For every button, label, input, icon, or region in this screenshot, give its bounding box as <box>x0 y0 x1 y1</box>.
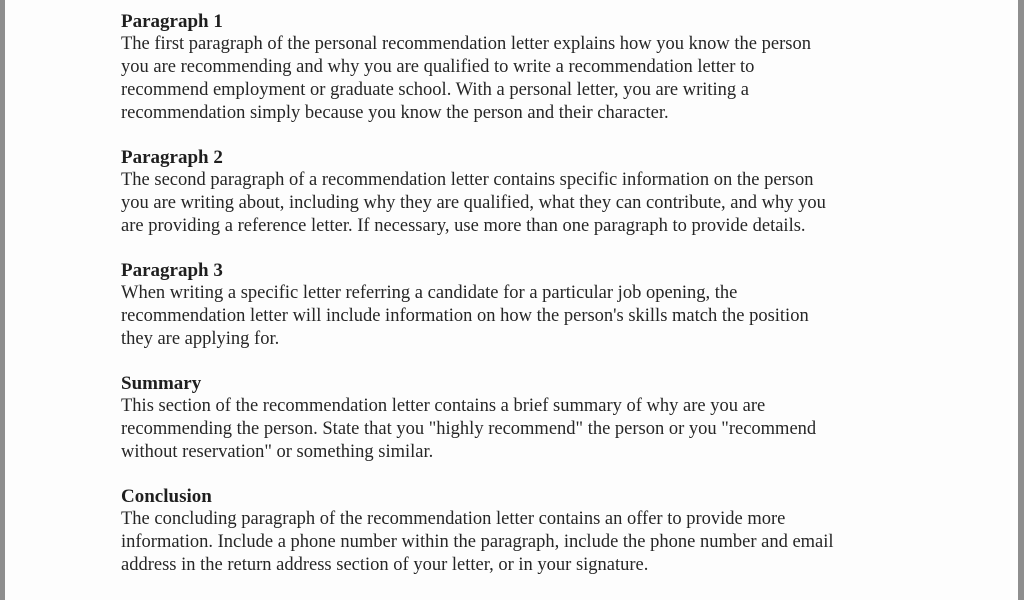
section-body <box>121 282 921 351</box>
page-border-left <box>0 0 5 600</box>
section-heading: Paragraph 1 <box>121 11 223 32</box>
section-heading: Summary <box>121 373 202 394</box>
section-paragraph-3 <box>121 259 921 351</box>
text-line: recommendation simply because you know the person and their character. <box>121 103 669 123</box>
text-line: This section of the recommendation letter contains a brief summary of why are you are <box>121 396 766 416</box>
section-summary <box>121 372 921 464</box>
section-paragraph-2 <box>121 146 921 238</box>
text-line: recommending the person. State that you "highly recommend" the person or you "recommend <box>121 419 817 439</box>
text-line: are providing a reference letter. If necessary, use more than one paragraph to provide details. <box>121 216 806 236</box>
text-line: information. Include a phone number within the paragraph, include the phone number and email <box>121 532 834 552</box>
section-body <box>121 169 921 238</box>
document-content <box>121 10 921 598</box>
text-line: recommendation letter will include information on how the person's skills match the position <box>121 306 809 326</box>
section-heading: Paragraph 2 <box>121 147 223 168</box>
text-line: without reservation" or something similar. <box>121 442 434 462</box>
text-line: When writing a specific letter referring a candidate for a particular job opening, the <box>121 283 738 303</box>
section-body <box>121 33 921 125</box>
section-body <box>121 395 921 464</box>
text-line: The concluding paragraph of the recommendation letter contains an offer to provide more <box>121 509 786 529</box>
page-border-right <box>1018 0 1024 600</box>
text-line: address in the return address section of your letter, or in your signature. <box>121 555 649 575</box>
section-body <box>121 508 921 577</box>
section-heading: Paragraph 3 <box>121 260 223 281</box>
section-paragraph-1 <box>121 10 921 125</box>
text-line: you are recommending and why you are qualified to write a recommendation letter to <box>121 57 755 77</box>
text-line: you are writing about, including why they are qualified, what they can contribute, and why you <box>121 193 826 213</box>
text-line: recommend employment or graduate school. With a personal letter, you are writing a <box>121 80 749 100</box>
text-line: they are applying for. <box>121 329 280 349</box>
section-conclusion <box>121 485 921 577</box>
text-line: The second paragraph of a recommendation letter contains specific information on the person <box>121 170 814 190</box>
section-heading: Conclusion <box>121 486 212 507</box>
text-line: The first paragraph of the personal recommendation letter explains how you know the person <box>121 34 811 54</box>
